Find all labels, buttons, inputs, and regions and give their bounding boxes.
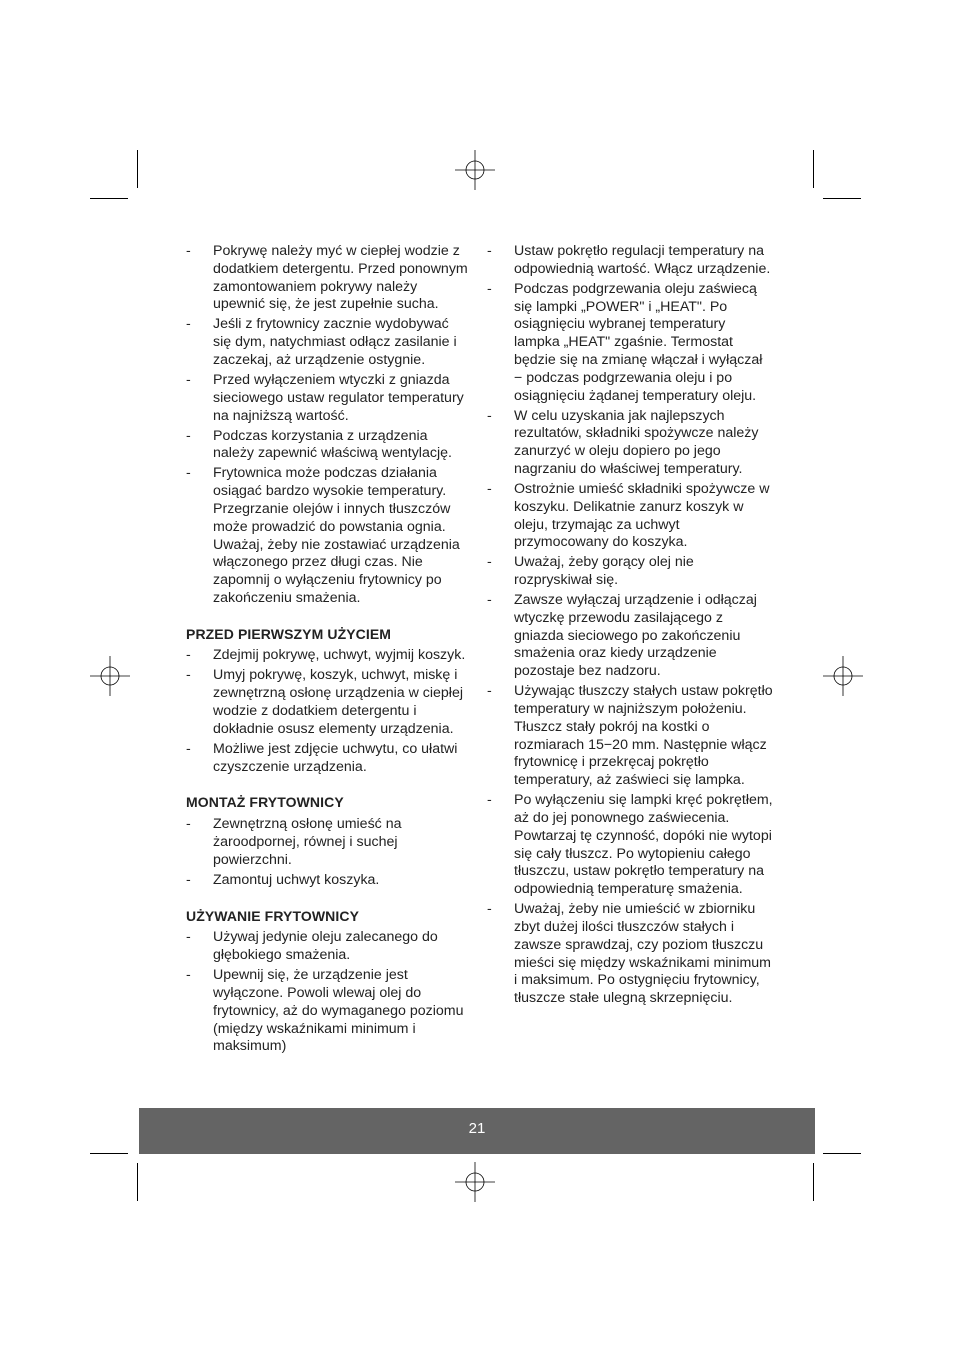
list-item: - Podczas korzystania z urządzenia należy zapewnić właściwą wentylację. <box>186 428 470 464</box>
section-heading: MONTAŻ FRYTOWNICY <box>186 794 344 811</box>
usage-list <box>487 243 773 1008</box>
section-heading: PRZED PIERWSZYM UŻYCIEM <box>186 625 392 642</box>
crop-mark <box>90 1153 128 1154</box>
crop-mark <box>137 1163 138 1201</box>
crop-mark <box>813 150 814 188</box>
list-item: - Zawsze wyłączaj urządzenie i odłączaj wtyczkę przewodu zasilającego z gniazda sieciowego po zakończeniu smażenia oraz kiedy urządzenie pozostaje bez nadzoru. <box>487 592 773 681</box>
list-item: - Zewnętrzną osłonę umieść na żaroodpornej, równej i suchej powierzchni. <box>186 816 470 869</box>
list-item: - Ustaw pokrętło regulacji temperatury na odpowiednią wartość. Włącz urządzenie. <box>487 243 773 279</box>
crop-mark <box>137 150 138 188</box>
registration-mark-icon <box>823 656 863 696</box>
list-item: - Zdejmij pokrywę, uchwyt, wyjmij koszyk. <box>186 647 470 665</box>
left-column <box>186 243 470 1058</box>
list-item: - Upewnij się, że urządzenie jest wyłączone. Powoli wlewaj olej do frytownicy, aż do wymaganego poziomu (między wskaźnikami minimum i maksimum) <box>186 967 470 1056</box>
page-footer <box>139 1108 815 1154</box>
section-list <box>186 929 470 1056</box>
list-item: - Po wyłączeniu się lampki kręć pokrętłem, aż do jej ponownego zaświecenia. Powtarzaj tę czynność, dopóki nie wytopi się cały tłuszcz. Po wytopieniu całego tłuszczu, ustaw pokrętło temperatury na odpowiednią temperaturę smażenia. <box>487 792 773 899</box>
crop-mark <box>823 1153 861 1154</box>
crop-mark <box>813 1163 814 1201</box>
crop-mark <box>823 198 861 199</box>
section-list <box>186 647 470 776</box>
registration-mark-icon <box>455 1162 495 1202</box>
registration-mark-icon <box>90 656 130 696</box>
list-item: - Możliwe jest zdjęcie uchwytu, co ułatwi czyszczenie urządzenia. <box>186 741 470 777</box>
intro-list <box>186 243 470 608</box>
registration-mark-icon <box>455 150 495 190</box>
list-item: - Uważaj, żeby nie umieścić w zbiorniku zbyt dużej ilości tłuszczów stałych i zawsze sprawdzaj, czy poziom tłuszczu mieści się między wskaźnikami minimum i maksimum. Po ostygnięciu frytownicy, tłuszcze stałe ulegną skrzepnięciu. <box>487 901 773 1008</box>
list-item: - Używając tłuszczy stałych ustaw pokrętło temperatury w najniższym położeniu. Tłuszcz stały pokrój na kostki o rozmiarach 15−20 mm. Następnie włącz frytownicę i przekręcaj pokrętło temperatury, aż zaświeci się lampka. <box>487 683 773 790</box>
section-heading: UŻYWANIE FRYTOWNICY <box>186 907 360 924</box>
list-item: - Uważaj, żeby gorący olej nie rozpryskiwał się. <box>487 554 773 590</box>
list-item: - Ostrożnie umieść składniki spożywcze w koszyku. Delikatnie zanurz koszyk w oleju, trzymając za uchwyt przymocowany do koszyka. <box>487 481 773 552</box>
crop-mark <box>90 198 128 199</box>
list-item: - Jeśli z frytownicy zacznie wydobywać się dym, natychmiast odłącz zasilanie i zaczekaj, aż urządzenie ostygnie. <box>186 316 470 369</box>
list-item: - Frytownica może podczas działania osiągać bardzo wysokie temperatury. Przegrzanie olejów i innych tłuszczów może prowadzić do powstania ognia. Uważaj, żeby nie zostawiać urządzenia włączonego przez długi czas. Nie zapomnij o wyłączeniu frytownicy po zakończeniu smażenia. <box>186 465 470 607</box>
list-item: - Pokrywę należy myć w ciepłej wodzie z dodatkiem detergentu. Przed ponownym zamontowaniem pokrywy należy upewnić się, że jest zupełnie sucha. <box>186 243 470 314</box>
list-item: - Umyj pokrywę, koszyk, uchwyt, miskę i zewnętrzną osłonę urządzenia w ciepłej wodzie z dodatkiem detergentu i dokładnie osusz elementy urządzenia. <box>186 667 470 738</box>
list-item: - Przed wyłączeniem wtyczki z gniazda sieciowego ustaw regulator temperatury na najniższą wartość. <box>186 372 470 425</box>
list-item: - Zamontuj uchwyt koszyka. <box>186 872 470 890</box>
list-item: - W celu uzyskania jak najlepszych rezultatów, składniki spożywcze należy zanurzyć w oleju dopiero po jego nagrzaniu do właściwej temperatury. <box>487 408 773 479</box>
section-list <box>186 816 470 889</box>
page-number: 21 <box>468 1120 486 1137</box>
right-column <box>487 243 773 1010</box>
list-item: - Używaj jedynie oleju zalecanego do głębokiego smażenia. <box>186 929 470 965</box>
list-item: - Podczas podgrzewania oleju zaświecą się lampki „POWER" i „HEAT". Po osiągnięciu wybranej temperatury lampka „HEAT" zgaśnie. Termostat będzie się na zmianę włączał i wyłączał − podczas podgrzewania oleju i po osiągnięciu żądanej temperatury oleju. <box>487 281 773 406</box>
